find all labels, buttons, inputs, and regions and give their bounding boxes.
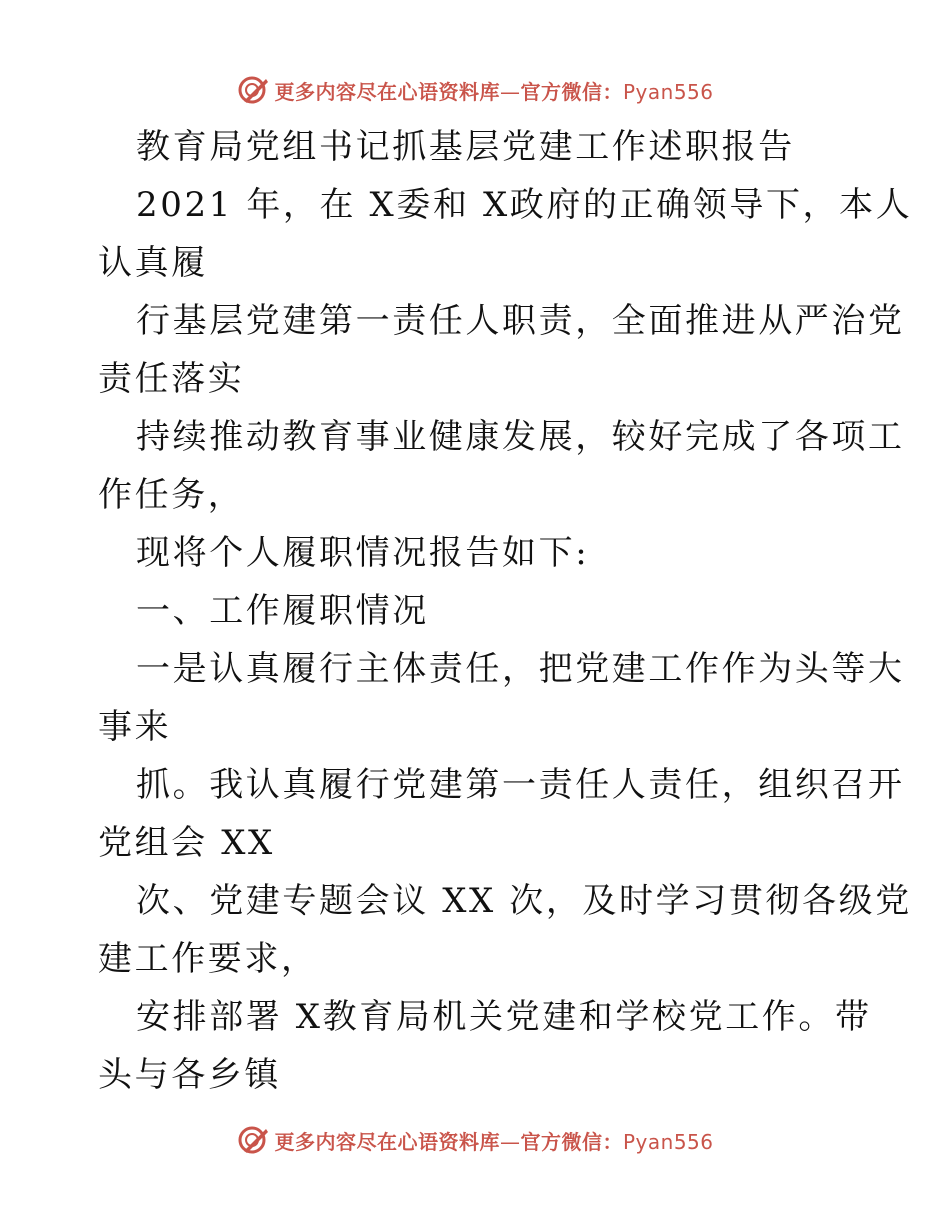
- text-line: 建工作要求，: [98, 939, 318, 979]
- document-title: 教育局党组书记抓基层党建工作述职报告: [136, 127, 795, 167]
- watermark-separator: —: [499, 1129, 521, 1154]
- text-line: 党组会 XX: [98, 823, 275, 863]
- watermark-wechat-id: Pyan556: [622, 79, 714, 104]
- watermark-text: [274, 1126, 713, 1155]
- watermark-slogan: 更多内容尽在心语资料库: [274, 79, 500, 104]
- text-line: 一是认真履行主体责任，把党建工作作为头等大: [136, 649, 905, 689]
- text-line: 作任务，: [98, 475, 245, 515]
- text-line: 2021 年，在 X委和 X政府的正确领导下，本人: [136, 185, 913, 225]
- watermark-label: 官方微信：: [520, 79, 623, 104]
- text-line: 次、党建专题会议 XX 次，及时学习贯彻各级党: [136, 881, 912, 921]
- text-line: 头与各乡镇: [98, 1055, 281, 1095]
- pen-circle-logo-icon: [236, 73, 270, 107]
- header-watermark: [0, 70, 950, 110]
- section-heading: 一、工作履职情况: [136, 591, 429, 631]
- text-line: 责任落实: [98, 359, 245, 399]
- watermark-label: 官方微信：: [520, 1129, 623, 1154]
- watermark-slogan: 更多内容尽在心语资料库: [274, 1129, 500, 1154]
- text-line: 现将个人履职情况报告如下:: [136, 533, 590, 573]
- text-line: 抓。我认真履行党建第一责任人责任，组织召开: [136, 765, 905, 805]
- watermark-text: [274, 76, 713, 105]
- text-line: 持续推动教育事业健康发展，较好完成了各项工: [136, 417, 905, 457]
- pen-circle-logo-icon: [236, 1123, 270, 1157]
- text-line: 行基层党建第一责任人职责，全面推进从严治党: [136, 301, 905, 341]
- watermark-wechat-id: Pyan556: [622, 1129, 714, 1154]
- text-line: 认真履: [98, 243, 208, 283]
- watermark-separator: —: [499, 79, 521, 104]
- document-body: [98, 118, 913, 1104]
- text-line: 安排部署 X教育局机关党建和学校党工作。带: [136, 997, 872, 1037]
- text-line: 事来: [98, 707, 172, 747]
- footer-watermark: [0, 1120, 950, 1160]
